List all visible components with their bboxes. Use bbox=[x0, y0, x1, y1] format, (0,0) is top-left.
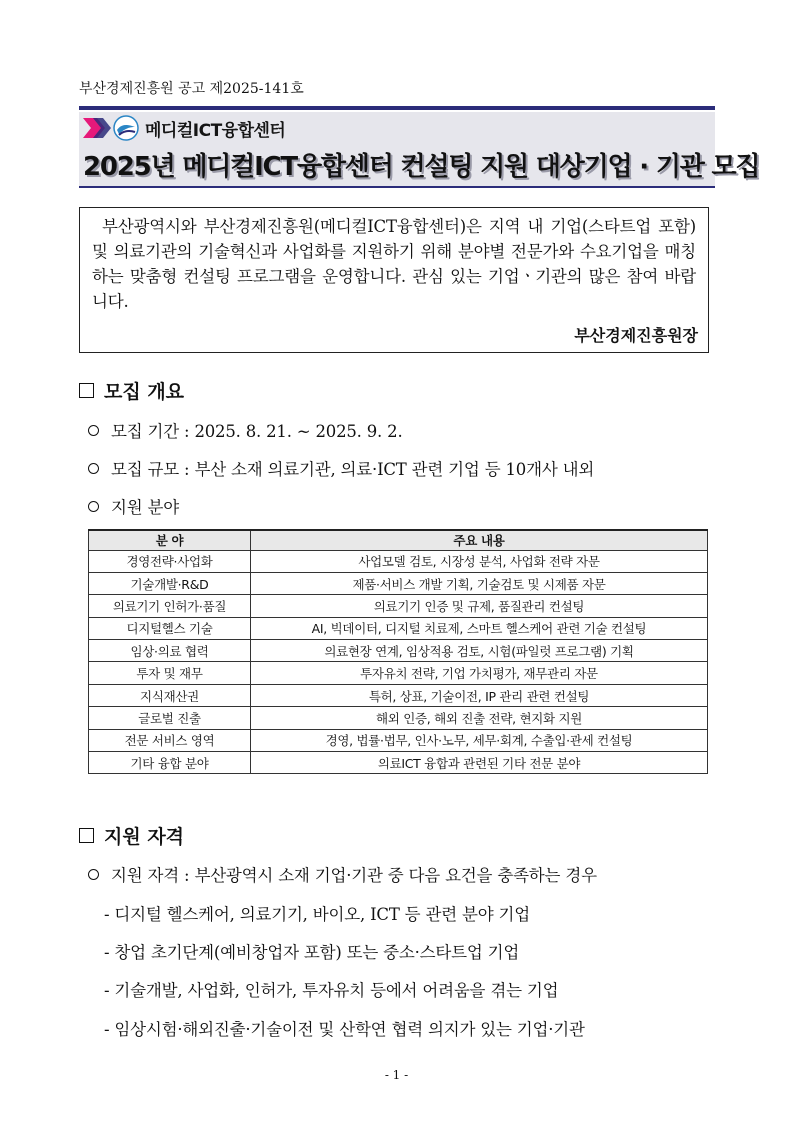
eligibility-item: - 창업 초기단계(예비창업자 포함) 또는 중소·스타트업 기업 bbox=[104, 943, 520, 962]
page-number: - 1 - bbox=[384, 1068, 409, 1082]
eligibility-item: - 기술개발, 사업화, 인허가, 투자유치 등에서 어려움을 겪는 기업 bbox=[104, 981, 559, 1000]
circle-bullet-icon bbox=[88, 869, 99, 880]
intro-text: 부산광역시와 부산경제진흥원(메디컬ICT융합센터)은 지역 내 기업(스타트업 포함) 및 의료기관의 기술혁신과 사업화를 지원하기 위해 분야별 전문가와 수요기업을 매칭하는 맞춤형 컨설팅 프로그램을 운영합니다. 관심 있는 기업ㆍ기관의 많은 참여 바랍니다. bbox=[92, 217, 696, 311]
center-name: 메디컬ICT융합센터 bbox=[145, 121, 286, 141]
center-logo-icon bbox=[83, 116, 111, 140]
support-fields-label bbox=[88, 494, 179, 518]
eligibility-item: - 임상시험·해외진출·기술이전 및 산학연 협력 의지가 있는 기업·기관 bbox=[104, 1020, 585, 1039]
table-header-row bbox=[89, 530, 708, 550]
table-row bbox=[89, 550, 708, 572]
support-fields-text: 지원 분야 bbox=[111, 498, 180, 517]
section-recruit-title: 모집 개요 bbox=[104, 381, 185, 403]
circle-bullet-icon bbox=[88, 425, 99, 436]
table-row bbox=[89, 662, 708, 684]
field-content-cell: 제품·서비스 개발 기획, 기술검토 및 시제품 자문 bbox=[251, 572, 708, 594]
banner-top-rule bbox=[79, 106, 715, 110]
field-name-cell: 기타 융합 분야 bbox=[89, 752, 251, 774]
circle-bullet-icon bbox=[88, 501, 99, 512]
field-content-cell: 경영, 법률·법무, 인사·노무, 세무·회계, 수출입·관세 컨설팅 bbox=[251, 729, 708, 751]
support-fields-table bbox=[88, 529, 708, 774]
field-name-cell: 전문 서비스 영역 bbox=[89, 729, 251, 751]
table-header-cell: 분 야 bbox=[89, 530, 251, 550]
field-content-cell: AI, 빅데이터, 디지털 치료제, 스마트 헬스케어 관련 기술 컨설팅 bbox=[251, 617, 708, 639]
table-row bbox=[89, 684, 708, 706]
recruit-period-text: 모집 기간 : 2025. 8. 21. ~ 2025. 9. 2. bbox=[111, 422, 403, 441]
table-row bbox=[89, 707, 708, 729]
field-content-cell: 의료ICT 융합과 관련된 기타 전문 분야 bbox=[251, 752, 708, 774]
square-bullet-icon bbox=[79, 828, 94, 843]
field-name-cell: 글로벌 진출 bbox=[89, 707, 251, 729]
busan-emblem-icon bbox=[113, 115, 139, 141]
table-row bbox=[89, 617, 708, 639]
field-content-cell: 특허, 상표, 기술이전, IP 관리 관련 컨설팅 bbox=[251, 684, 708, 706]
eligibility-summary-text: 지원 자격 : 부산광역시 소재 기업·기관 중 다음 요건을 충족하는 경우 bbox=[111, 866, 597, 885]
page-title: 2025년 메디컬ICT융합센터 컨설팅 지원 대상기업 · 기관 모집 bbox=[83, 152, 760, 182]
circle-bullet-icon bbox=[88, 463, 99, 474]
section-recruit-heading bbox=[79, 377, 184, 404]
table-row bbox=[89, 640, 708, 662]
field-content-cell: 투자유치 전략, 기업 가치평가, 재무관리 자문 bbox=[251, 662, 708, 684]
intro-signature: 부산경제진흥원장 bbox=[574, 326, 698, 345]
field-content-cell: 사업모델 검토, 시장성 분석, 사업화 전략 자문 bbox=[251, 550, 708, 572]
table-row bbox=[89, 595, 708, 617]
field-content-cell: 해외 인증, 해외 진출 전략, 현지화 지원 bbox=[251, 707, 708, 729]
table-row bbox=[89, 729, 708, 751]
table-header-cell: 주요 내용 bbox=[251, 530, 708, 550]
table-row bbox=[89, 752, 708, 774]
field-name-cell: 의료기기 인허가·품질 bbox=[89, 595, 251, 617]
recruit-period bbox=[88, 418, 403, 442]
table-row bbox=[89, 572, 708, 594]
field-name-cell: 투자 및 재무 bbox=[89, 662, 251, 684]
eligibility-item: - 디지털 헬스케어, 의료기기, 바이오, ICT 등 관련 분야 기업 bbox=[104, 905, 530, 924]
notice-number: 부산경제진흥원 공고 제2025-141호 bbox=[79, 81, 304, 97]
intro-box bbox=[79, 207, 709, 353]
field-name-cell: 지식재산권 bbox=[89, 684, 251, 706]
field-name-cell: 임상·의료 협력 bbox=[89, 640, 251, 662]
recruit-scale bbox=[88, 456, 594, 480]
field-name-cell: 디지털헬스 기술 bbox=[89, 617, 251, 639]
banner-bottom-rule bbox=[79, 186, 715, 188]
section-eligibility-heading bbox=[79, 822, 184, 849]
eligibility-summary bbox=[88, 862, 597, 886]
field-content-cell: 의료현장 연계, 임상적용 검토, 시험(파일럿 프로그램) 기획 bbox=[251, 640, 708, 662]
field-content-cell: 의료기기 인증 및 규제, 품질관리 컨설팅 bbox=[251, 595, 708, 617]
field-name-cell: 기술개발·R&D bbox=[89, 572, 251, 594]
square-bullet-icon bbox=[79, 383, 94, 398]
field-name-cell: 경영전략·사업화 bbox=[89, 550, 251, 572]
title-banner bbox=[79, 112, 760, 188]
recruit-scale-text: 모집 규모 : 부산 소재 의료기관, 의료·ICT 관련 기업 등 10개사 내외 bbox=[111, 460, 595, 479]
section-eligibility-title: 지원 자격 bbox=[104, 826, 185, 848]
